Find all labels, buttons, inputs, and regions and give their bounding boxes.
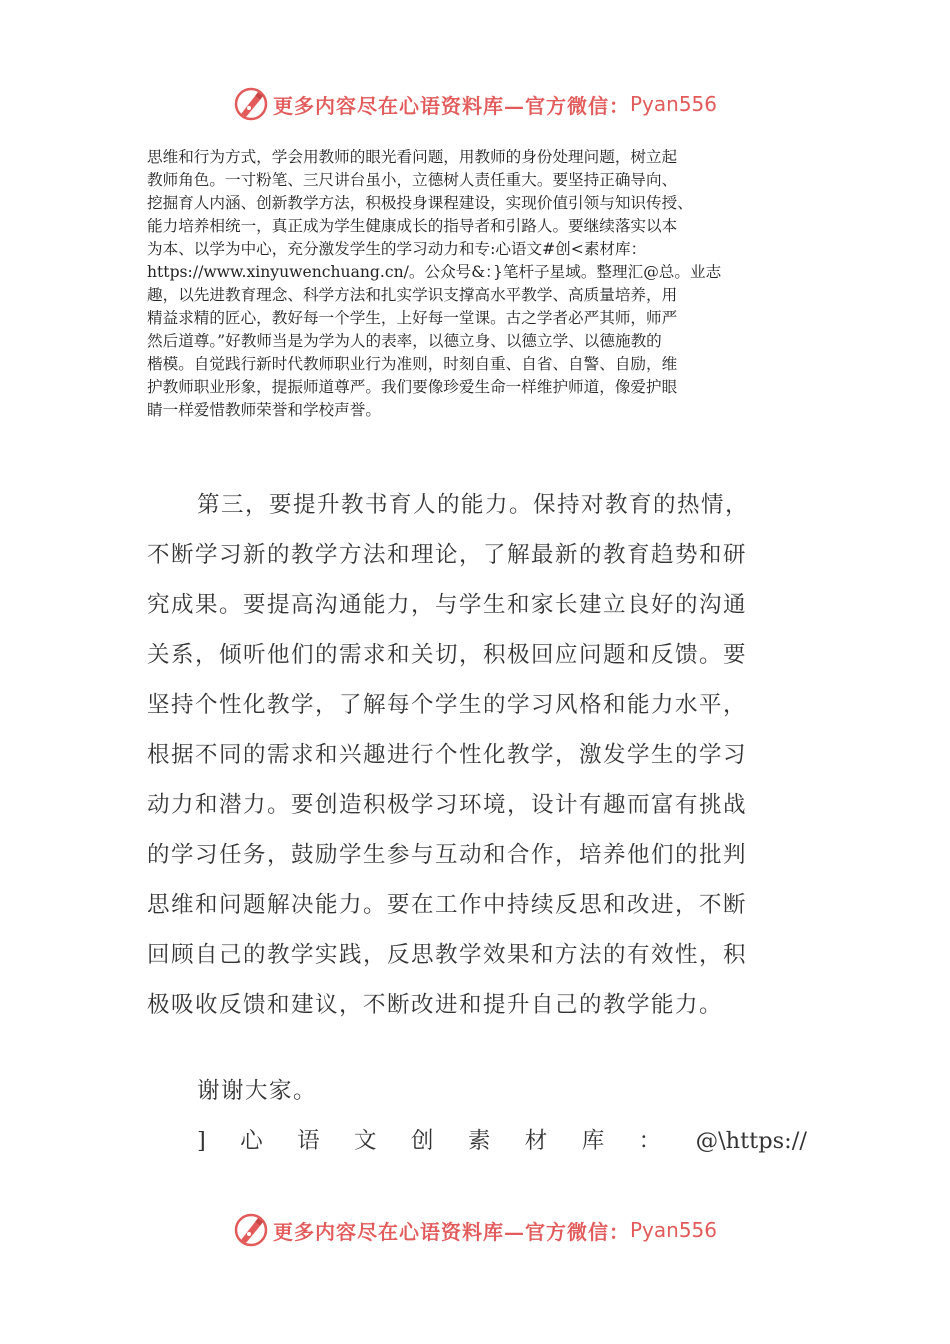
source-token: ： xyxy=(638,1128,662,1154)
text-line: 不断学习新的教学方法和理论，了解最新的教育趋势和研 xyxy=(147,542,748,568)
text-line: 的学习任务，鼓励学生参与互动和合作，培养他们的批判 xyxy=(147,842,748,868)
footer-banner xyxy=(0,1208,950,1252)
header-banner xyxy=(0,82,950,126)
source-token: 文 xyxy=(354,1128,377,1154)
text-line: 根据不同的需求和兴趣进行个性化教学，激发学生的学习 xyxy=(147,742,748,768)
text-line: 动力和潜力。要创造积极学习环境，设计有趣而富有挑战 xyxy=(147,792,748,818)
source-url: @\https:// xyxy=(695,1128,807,1154)
text-line: https://www.xinyuwenchuang.cn/。公众号&：}笔杆子星域。整理汇@总。业志 xyxy=(147,263,722,281)
paragraph-continued xyxy=(147,146,807,422)
text-line: 精益求精的匠心，教好每一个学生，上好每一堂课。古之学者必严其师，师严 xyxy=(147,309,678,327)
text-line: 回顾自己的教学实践，反思教学效果和方法的有效性，积 xyxy=(147,942,748,968)
source-token: 心 xyxy=(240,1128,263,1154)
text-line: 思维和问题解决能力。要在工作中持续反思和改进，不断 xyxy=(147,892,748,918)
text-line: 然后道尊。”好教师当是为学为人的表率，以德立身、以德立学、以德施教的 xyxy=(147,332,662,350)
text-line: 第三，要提升教书育人的能力。保持对教育的热情， xyxy=(197,492,750,518)
source-token: ] xyxy=(197,1128,206,1154)
text-line: 关系，倾听他们的需求和关切，积极回应问题和反馈。要 xyxy=(147,642,748,668)
banner-text: 更多内容尽在心语资料库—官方微信： xyxy=(272,93,630,118)
source-token: 材 xyxy=(524,1128,548,1154)
text-line: 极吸收反馈和建议，不断改进和提升自己的教学能力。 xyxy=(147,992,724,1018)
text-line: 究成果。要提高沟通能力，与学生和家长建立良好的沟通 xyxy=(147,592,748,618)
source-token: 库 xyxy=(581,1128,605,1154)
banner-text: 更多内容尽在心语资料库—官方微信： xyxy=(272,1219,630,1244)
text-line: 睛一样爱惜教师荣誉和学校声誉。 xyxy=(147,401,381,419)
text-line: 挖掘育人内涵、创新教学方法，积极投身课程建设，实现价值引领与知识传授、 xyxy=(147,194,693,212)
text-line: 教师角色。一寸粉笔、三尺讲台虽小，立德树人责任重大。要坚持正确导向、 xyxy=(147,171,678,189)
banner-contact: Pyan556 xyxy=(629,1218,717,1242)
source-token: 创 xyxy=(410,1128,434,1154)
text-line: 思维和行为方式，学会用教师的眼光看问题，用教师的身份处理问题，树立起 xyxy=(147,148,678,166)
source-token: 语 xyxy=(297,1128,320,1154)
pen-logo-icon xyxy=(233,1212,269,1248)
text-line: 为本、以学为中心，充分激发学生的学习动力和专:心语文#创<素材库： xyxy=(147,240,647,258)
paragraph-third-point xyxy=(147,480,787,1030)
source-token: 素 xyxy=(467,1128,491,1154)
text-line: 趣，以先进教育理念、科学方法和扎实学识支撑高水平教学、高质量培养，用 xyxy=(147,286,678,304)
text-line: 楷模。自觉践行新时代教师职业行为准则，时刻自重、自省、自警、自励，维 xyxy=(147,355,678,373)
text-line: 护教师职业形象，提振师道尊严。我们要像珍爱生命一样维护师道，像爱护眼 xyxy=(147,378,678,396)
pen-logo-icon xyxy=(233,86,269,122)
closing-thanks: 谢谢大家。 xyxy=(197,1078,318,1104)
banner-contact: Pyan556 xyxy=(629,92,717,116)
text-line: 坚持个性化教学，了解每个学生的学习风格和能力水平， xyxy=(147,692,748,718)
source-line xyxy=(197,1116,807,1166)
text-line: 能力培养相统一，真正成为学生健康成长的指导者和引路人。要继续落实以本 xyxy=(147,217,678,235)
